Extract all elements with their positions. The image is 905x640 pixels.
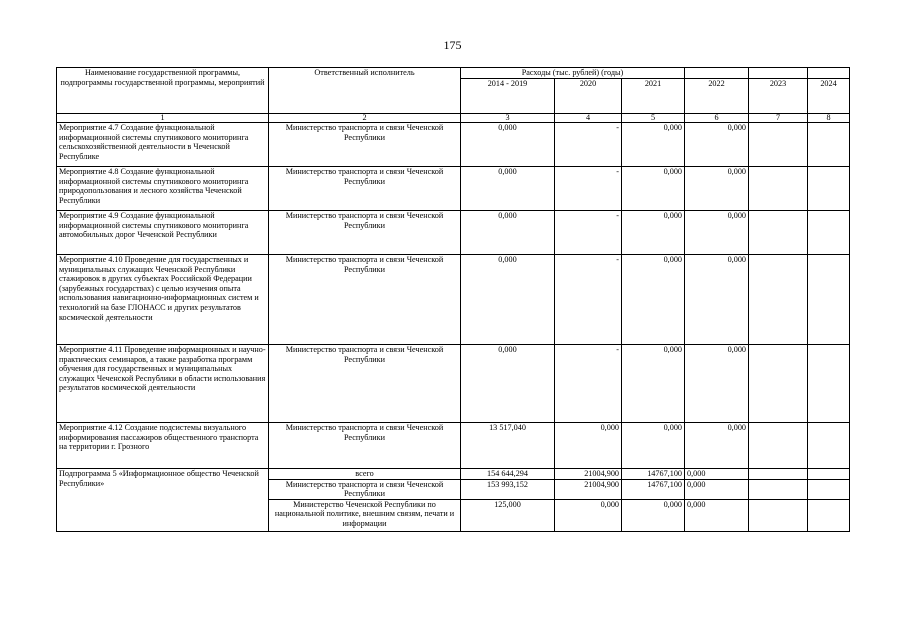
- executor: всего: [269, 469, 461, 480]
- value-2014-2019: 0,000: [461, 123, 555, 167]
- table-row: [57, 255, 850, 345]
- value-2014-2019: 153 993,152: [461, 479, 555, 499]
- value-2021: 0,000: [622, 423, 685, 469]
- executor: Министерство транспорта и связи Чеченской Республики: [269, 479, 461, 499]
- header-year-2023: 2023: [749, 79, 808, 114]
- value-2024: [808, 479, 850, 499]
- header-blank-cell: [685, 68, 749, 79]
- value-2021: 0,000: [622, 167, 685, 211]
- value-2023: [749, 479, 808, 499]
- executor: Министерство транспорта и связи Чеченской Республики: [269, 423, 461, 469]
- value-2022: 0,000: [685, 211, 749, 255]
- value-2020: -: [555, 167, 622, 211]
- activity-name: Мероприятие 4.10 Проведение для государственных и муниципальных служащих Чеченской Республики стажировок в других субъектах Российской Федерации (зарубежных государствах) с целью изучения опыта использования навигационно-информационных систем и технологий на базе ГЛОНАСС и других результатов космической деятельности: [57, 255, 269, 345]
- value-2023: [749, 167, 808, 211]
- header-year-2014-2019: 2014 - 2019: [461, 79, 555, 114]
- value-2021: 0,000: [622, 345, 685, 423]
- table-row: [57, 123, 850, 167]
- header-expenses: Расходы (тыс. рублей) (годы): [461, 68, 685, 79]
- value-2020: -: [555, 255, 622, 345]
- executor: Министерство транспорта и связи Чеченской Республики: [269, 123, 461, 167]
- value-2024: [808, 423, 850, 469]
- value-2014-2019: 125,000: [461, 499, 555, 531]
- column-number: 7: [749, 114, 808, 123]
- value-2022: 0,000: [685, 167, 749, 211]
- header-blank-cell: [808, 68, 850, 79]
- value-2020: -: [555, 345, 622, 423]
- value-2020: -: [555, 211, 622, 255]
- value-2023: [749, 423, 808, 469]
- table-row: [57, 167, 850, 211]
- value-2014-2019: 13 517,040: [461, 423, 555, 469]
- table-row: [57, 211, 850, 255]
- value-2024: [808, 211, 850, 255]
- column-number: 1: [57, 114, 269, 123]
- value-2023: [749, 499, 808, 531]
- value-2021: 0,000: [622, 255, 685, 345]
- value-2020: 0,000: [555, 499, 622, 531]
- subprogram-name: Подпрограмма 5 «Информационное общество Чеченской Республики»: [57, 469, 269, 532]
- executor: Министерство транспорта и связи Чеченской Республики: [269, 345, 461, 423]
- value-2022: 0,000: [685, 499, 749, 531]
- value-2014-2019: 0,000: [461, 255, 555, 345]
- header-executor-column: Ответственный исполнитель: [269, 68, 461, 114]
- value-2020: -: [555, 123, 622, 167]
- value-2021: 0,000: [622, 211, 685, 255]
- column-number: 4: [555, 114, 622, 123]
- value-2021: 14767,100: [622, 479, 685, 499]
- header-name-column: Наименование государственной программы, подпрограммы государственной программы, мероприятий: [57, 68, 269, 114]
- value-2021: 0,000: [622, 499, 685, 531]
- header-blank-cell: [749, 68, 808, 79]
- value-2023: [749, 255, 808, 345]
- header-year-2021: 2021: [622, 79, 685, 114]
- column-number: 3: [461, 114, 555, 123]
- table-row: [57, 345, 850, 423]
- value-2023: [749, 469, 808, 480]
- value-2024: [808, 469, 850, 480]
- executor: Министерство транспорта и связи Чеченской Республики: [269, 255, 461, 345]
- value-2022: 0,000: [685, 479, 749, 499]
- value-2024: [808, 499, 850, 531]
- activity-name: Мероприятие 4.9 Создание функциональной информационной системы спутникового мониторинга автомобильных дорог Чеченской Республики: [57, 211, 269, 255]
- activity-name: Мероприятие 4.12 Создание подсистемы визуального информирования пассажиров общественного транспорта на территории г. Грозного: [57, 423, 269, 469]
- column-number: 5: [622, 114, 685, 123]
- header-year-2020: 2020: [555, 79, 622, 114]
- budget-table: [56, 67, 850, 532]
- column-number: 8: [808, 114, 850, 123]
- activity-name: Мероприятие 4.7 Создание функциональной информационной системы спутникового мониторинга сельскохозяйственной деятельности в Чеченской Республике: [57, 123, 269, 167]
- column-number: 6: [685, 114, 749, 123]
- value-2024: [808, 123, 850, 167]
- value-2022: 0,000: [685, 423, 749, 469]
- table-row: [57, 469, 850, 480]
- value-2020: 0,000: [555, 423, 622, 469]
- value-2014-2019: 0,000: [461, 345, 555, 423]
- value-2024: [808, 255, 850, 345]
- activity-name: Мероприятие 4.8 Создание функциональной информационной системы спутникового мониторинга природопользования и лесного хозяйства Чеченской Республики: [57, 167, 269, 211]
- executor: Министерство Чеченской Республики по национальной политике, внешним связям, печати и информации: [269, 499, 461, 531]
- value-2014-2019: 0,000: [461, 211, 555, 255]
- value-2014-2019: 154 644,294: [461, 469, 555, 480]
- value-2023: [749, 345, 808, 423]
- value-2020: 21004,900: [555, 479, 622, 499]
- value-2014-2019: 0,000: [461, 167, 555, 211]
- activity-name: Мероприятие 4.11 Проведение информационных и научно-практических семинаров, а также разработка программ обучения для государственных и муниципальных служащих Чеченской Республики в области использования результатов космической деятельности: [57, 345, 269, 423]
- value-2021: 14767,100: [622, 469, 685, 480]
- value-2022: 0,000: [685, 255, 749, 345]
- page-number: 175: [443, 38, 462, 52]
- table-row: [57, 423, 850, 469]
- header-year-2024: 2024: [808, 79, 850, 114]
- value-2020: 21004,900: [555, 469, 622, 480]
- value-2022: 0,000: [685, 469, 749, 480]
- value-2023: [749, 211, 808, 255]
- value-2024: [808, 345, 850, 423]
- value-2021: 0,000: [622, 123, 685, 167]
- value-2023: [749, 123, 808, 167]
- value-2022: 0,000: [685, 345, 749, 423]
- executor: Министерство транспорта и связи Чеченской Республики: [269, 211, 461, 255]
- column-number: 2: [269, 114, 461, 123]
- header-year-2022: 2022: [685, 79, 749, 114]
- value-2024: [808, 167, 850, 211]
- value-2022: 0,000: [685, 123, 749, 167]
- executor: Министерство транспорта и связи Чеченской Республики: [269, 167, 461, 211]
